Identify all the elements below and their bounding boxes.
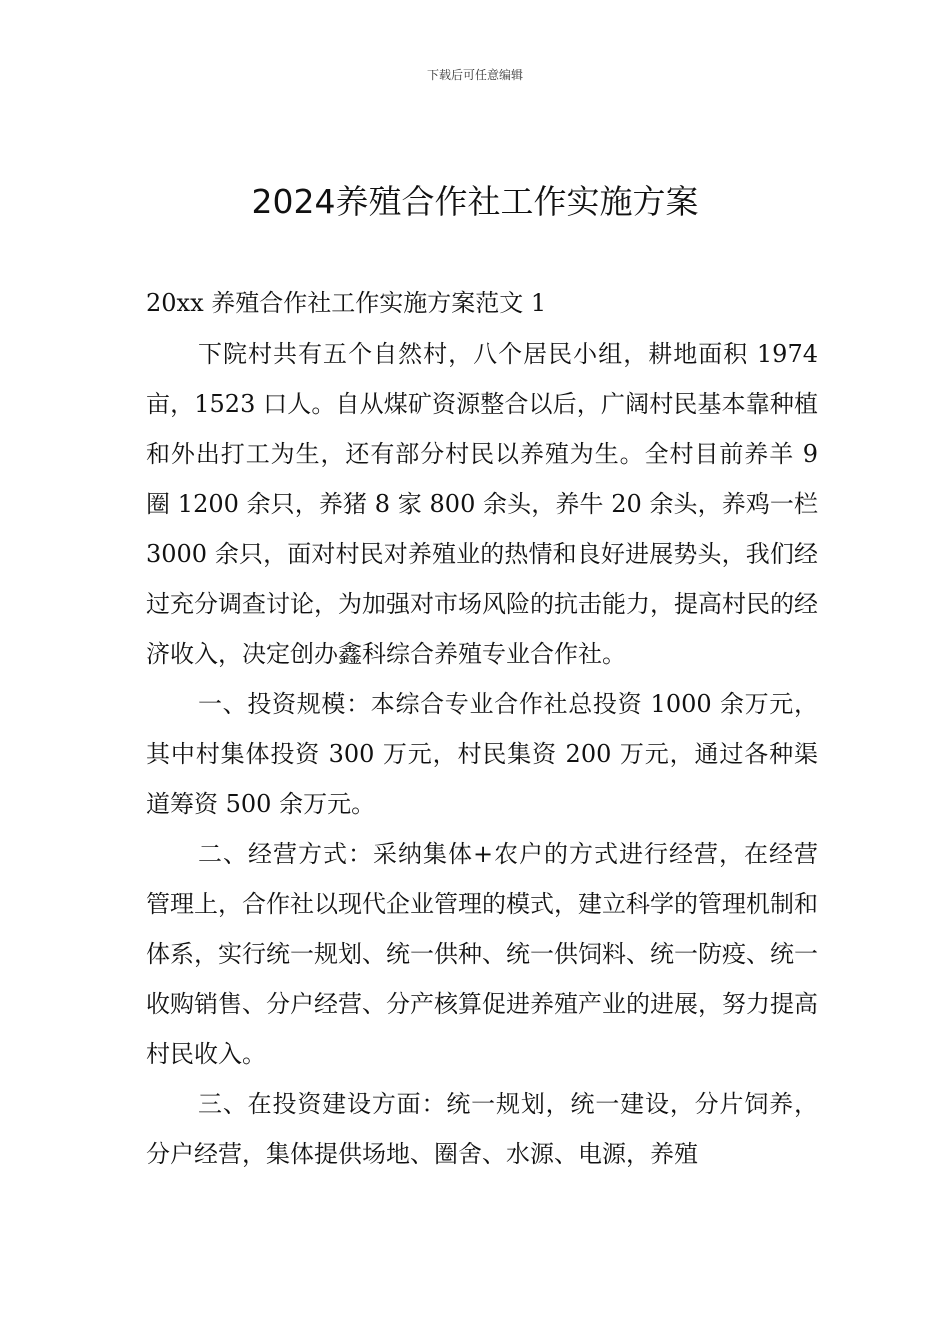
document-subtitle: 20xx 养殖合作社工作实施方案范文 1 [146,289,547,317]
paragraph-intro: 下院村共有五个自然村，八个居民小组，耕地面积 1974 亩，1523 口人。自从煤矿资源整合以后，广阔村民基本靠种植和外出打工为生，还有部分村民以养殖为生。全村目前养羊 9 圈 1200 余只，养猪 8 家 800 余头，养牛 20 余头，养鸡一栏 3000 余只，面对村民对养殖业的热情和良好进展势头，我们经过充分调查讨论，为加强对市场风险的抗击能力，提高村民的经济收入，决定创办鑫科综合养殖专业合作社。 [146,340,818,668]
paragraph-investment-scale: 一、投资规模：本综合专业合作社总投资 1000 余万元，其中村集体投资 300 万元，村民集资 200 万元，通过各种渠道筹资 500 余万元。 [146,690,818,818]
paragraph-construction: 三、在投资建设方面：统一规划，统一建设，分片饲养，分户经营，集体提供场地、圈舍、水源、电源，养殖 [146,1090,818,1168]
header-note: 下载后可任意编辑 [426,68,523,82]
document-title: 2024养殖合作社工作实施方案 [251,182,699,221]
paragraph-operation-mode: 二、经营方式：采纳集体+农户的方式进行经营，在经营管理上，合作社以现代企业管理的模式，建立科学的管理机制和体系，实行统一规划、统一供种、统一供饲料、统一防疫、统一收购销售、分户经营、分产核算促进养殖产业的进展，努力提高村民收入。 [146,840,818,1068]
document-body [146,329,818,1179]
